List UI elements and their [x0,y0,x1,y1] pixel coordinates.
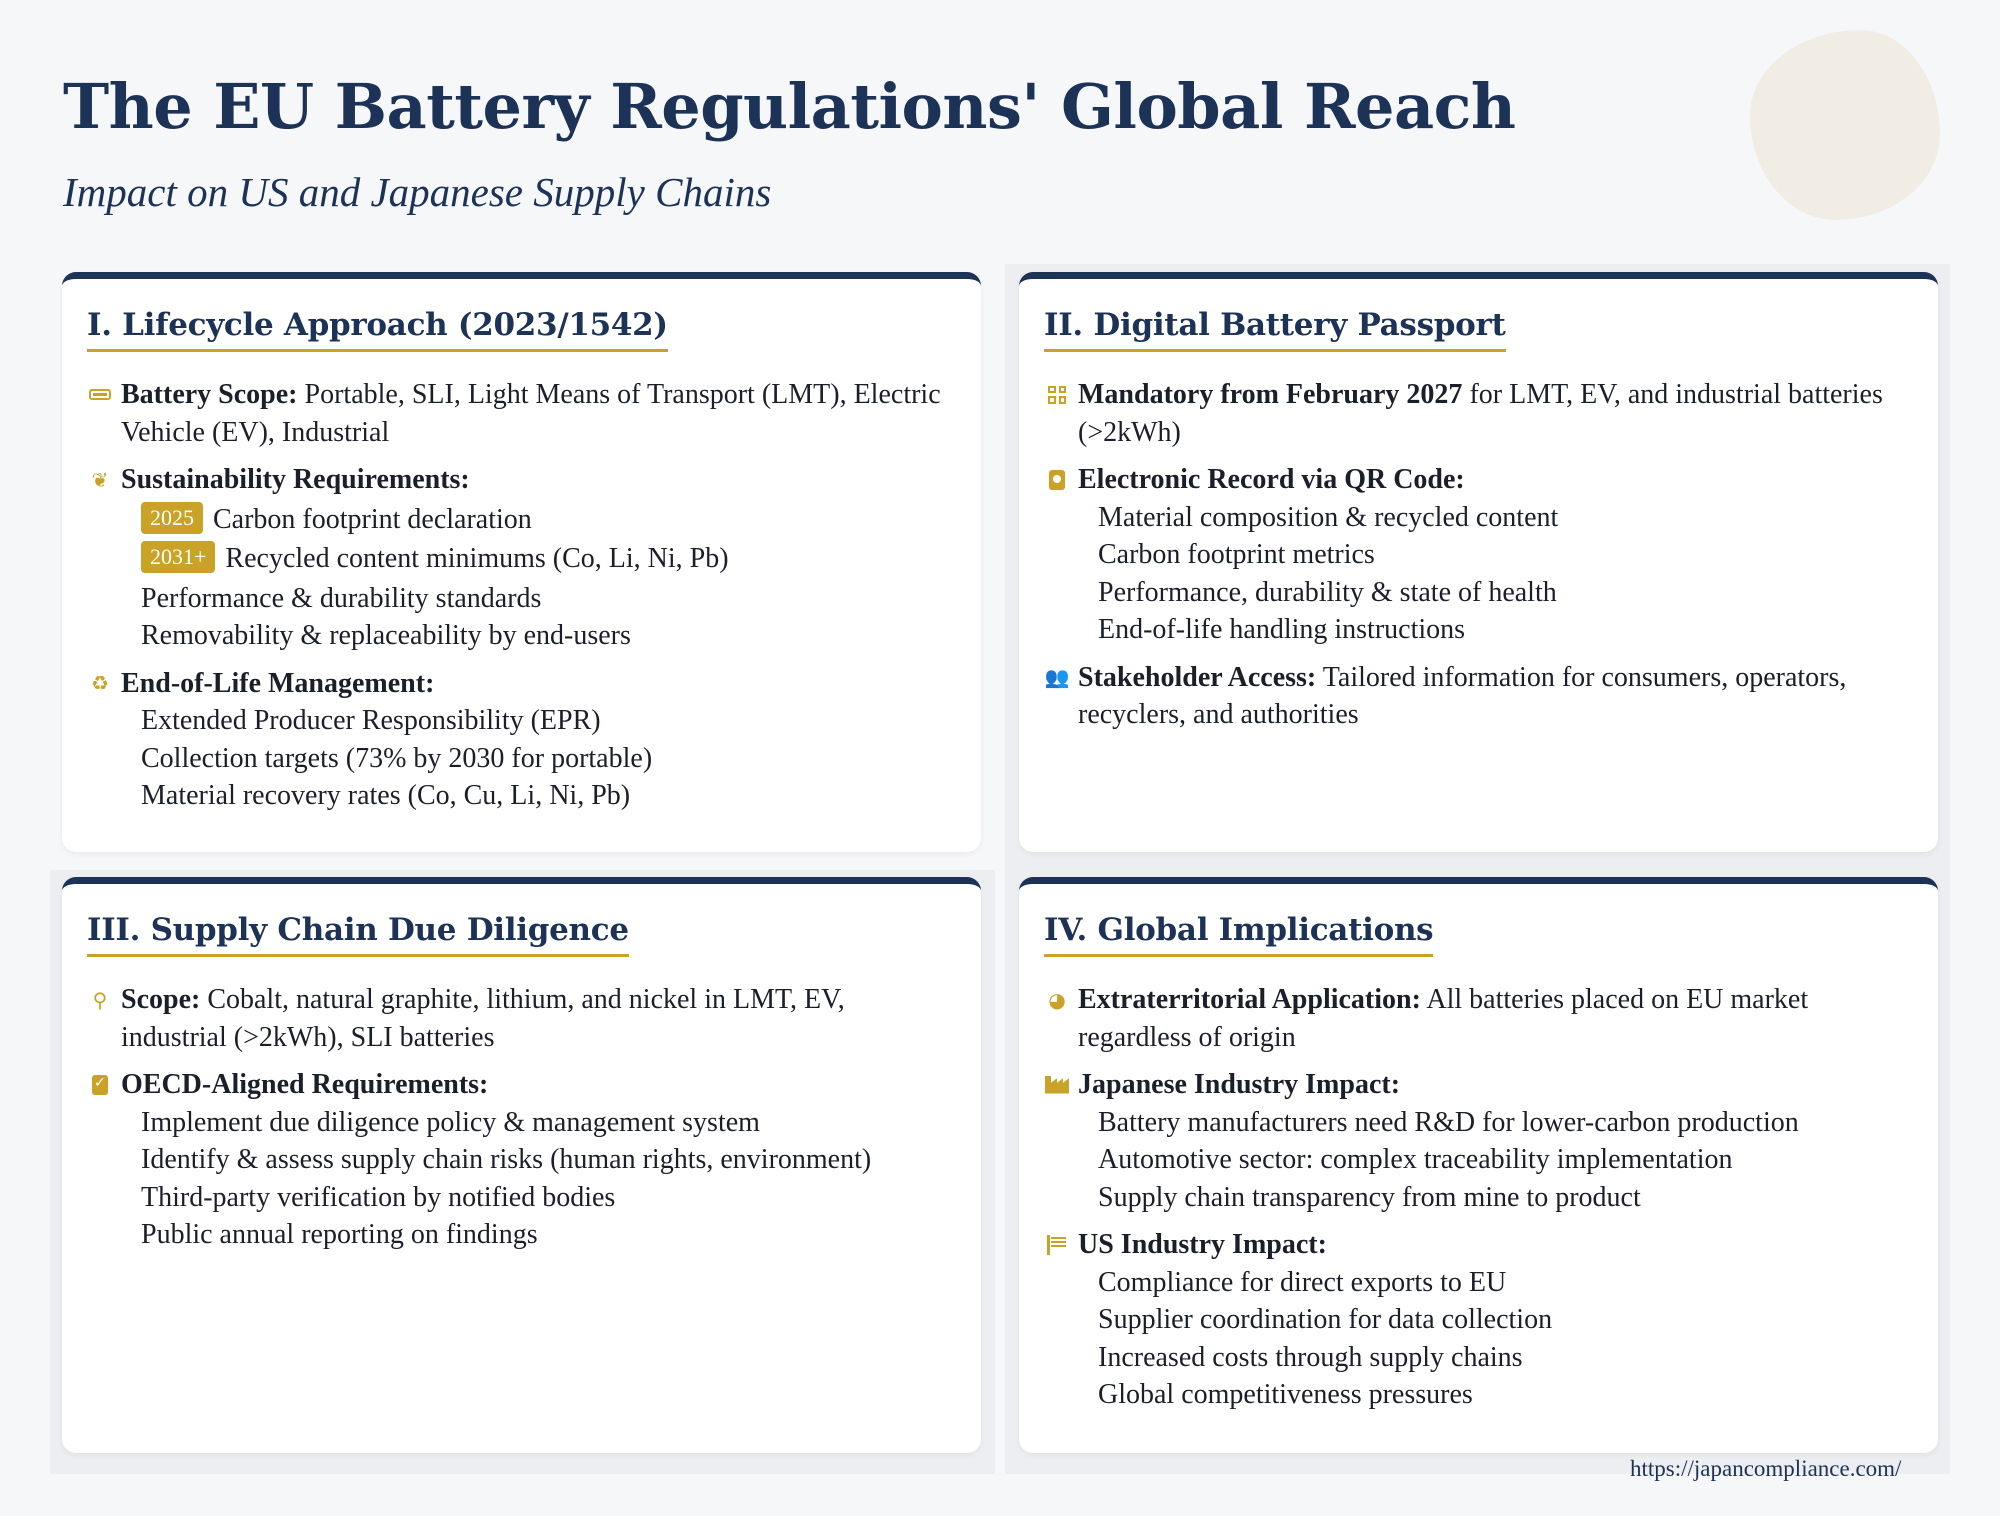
list-item: Material recovery rates (Co, Cu, Li, Ni, Pb) [141,780,631,811]
page-subtitle: Impact on US and Japanese Supply Chains [63,169,772,215]
extraterritorial-label: Extraterritorial Application: [1078,984,1421,1015]
list-item-end-of-life [87,665,953,815]
qr-code-icon [1044,376,1070,413]
list-item-stakeholder-access [1044,659,1910,734]
list-item: Increased costs through supply chains [1098,1341,1523,1373]
list-item: Automotive sector: complex traceability implementation [1098,1144,1733,1175]
list-item-oecd [87,1066,953,1254]
list-item: Global competitiveness pressures [1098,1379,1473,1410]
footer-url: https://japancompliance.com/ [1630,1456,1902,1481]
list-item: Identify & assess supply chain risks (human rights, environment) [141,1144,872,1175]
battery-scope-label: Battery Scope: [121,379,298,410]
flag-usa-icon [1044,1226,1070,1263]
us-impact-label: US Industry Impact: [1078,1229,1327,1260]
list-item: End-of-life handling instructions [1098,614,1466,645]
list-item-electronic-record [1044,461,1910,649]
year-badge-2025: 2025 [141,502,203,534]
list-item: Implement due diligence policy & management system [141,1106,760,1138]
mandatory-text: for LMT, EV, and industrial batteries (>2kWh) [1078,379,1883,448]
list-item: Public annual reporting on findings [141,1219,538,1250]
globe-icon: ◕ [1048,987,1066,1012]
card-due-diligence [62,877,981,1453]
card-lifecycle [62,272,981,852]
list-item: Battery manufacturers need R&D for lower-carbon production [1098,1106,1799,1138]
battery-icon [87,376,113,413]
year-badge-2031: 2031+ [141,541,215,573]
decorative-blob [1750,30,1940,220]
leaf-icon: ❦ [91,467,109,492]
list-item-scope [87,981,953,1056]
list-item-us-impact [1044,1226,1910,1414]
extraterritorial-text: All batteries placed on EU market regardless of origin [1078,984,1809,1053]
list-item: Third-party verification by notified bodies [141,1181,616,1213]
card-title-passport: II. Digital Battery Passport [1044,307,1506,352]
list-item: Performance & durability standards [141,582,542,614]
list-item: Compliance for direct exports to EU [1098,1266,1507,1298]
scope-label: Scope: [121,984,201,1015]
card-title-global: IV. Global Implications [1044,912,1433,957]
list-item: Extended Producer Responsibility (EPR) [141,705,601,736]
recycled-content-text: Recycled content minimums (Co, Li, Ni, Pb) [225,543,729,574]
list-item: Carbon footprint metrics [1098,539,1375,570]
stakeholder-label: Stakeholder Access: [1078,661,1317,693]
list-item-battery-scope [87,376,953,451]
list-item: Supplier coordination for data collection [1098,1304,1553,1335]
scope-text: Cobalt, natural graphite, lithium, and nickel in LMT, EV, industrial (>2kWh), SLI batteries [121,984,845,1053]
chip-icon [1044,461,1070,498]
list-item: Material composition & recycled content [1098,501,1559,533]
list-item: Collection targets (73% by 2030 for portable) [141,742,653,774]
eol-label: End-of-Life Management: [121,667,435,699]
list-item-mandatory [1044,376,1910,451]
user-shield-icon: 👥 [1044,665,1070,689]
card-title-lifecycle: I. Lifecycle Approach (2023/1542) [87,307,668,352]
list-item-japan-impact [1044,1066,1910,1216]
electronic-record-label: Electronic Record via QR Code: [1078,464,1465,495]
card-passport [1019,272,1938,852]
card-global [1019,877,1938,1453]
list-item: Performance, durability & state of health [1098,576,1557,608]
list-item: Supply chain transparency from mine to product [1098,1181,1641,1213]
list-item [141,501,729,539]
battery-scope-text: Portable, SLI, Light Means of Transport (LMT), Electric Vehicle (EV), Industrial [121,379,941,448]
card-title-due-diligence: III. Supply Chain Due Diligence [87,912,629,957]
list-item: Removability & replaceability by end-users [141,620,631,651]
clipboard-check-icon [87,1066,113,1103]
japan-impact-label: Japanese Industry Impact: [1078,1069,1401,1100]
stakeholder-text: Tailored information for consumers, operators, recyclers, and authorities [1078,661,1847,730]
list-item [141,540,729,578]
oecd-label: OECD-Aligned Requirements: [121,1069,489,1100]
carbon-footprint-text: Carbon footprint declaration [213,503,532,535]
page-title: The EU Battery Regulations' Global Reach [63,70,1516,143]
list-item-sustainability [87,461,953,655]
search-icon: ⚲ [92,987,108,1012]
recycle-icon: ♻ [91,671,109,695]
sustainability-label: Sustainability Requirements: [121,464,470,495]
factory-icon [1044,1066,1070,1103]
list-item-extraterritorial [1044,981,1910,1056]
mandatory-label: Mandatory from February 2027 [1078,379,1463,410]
